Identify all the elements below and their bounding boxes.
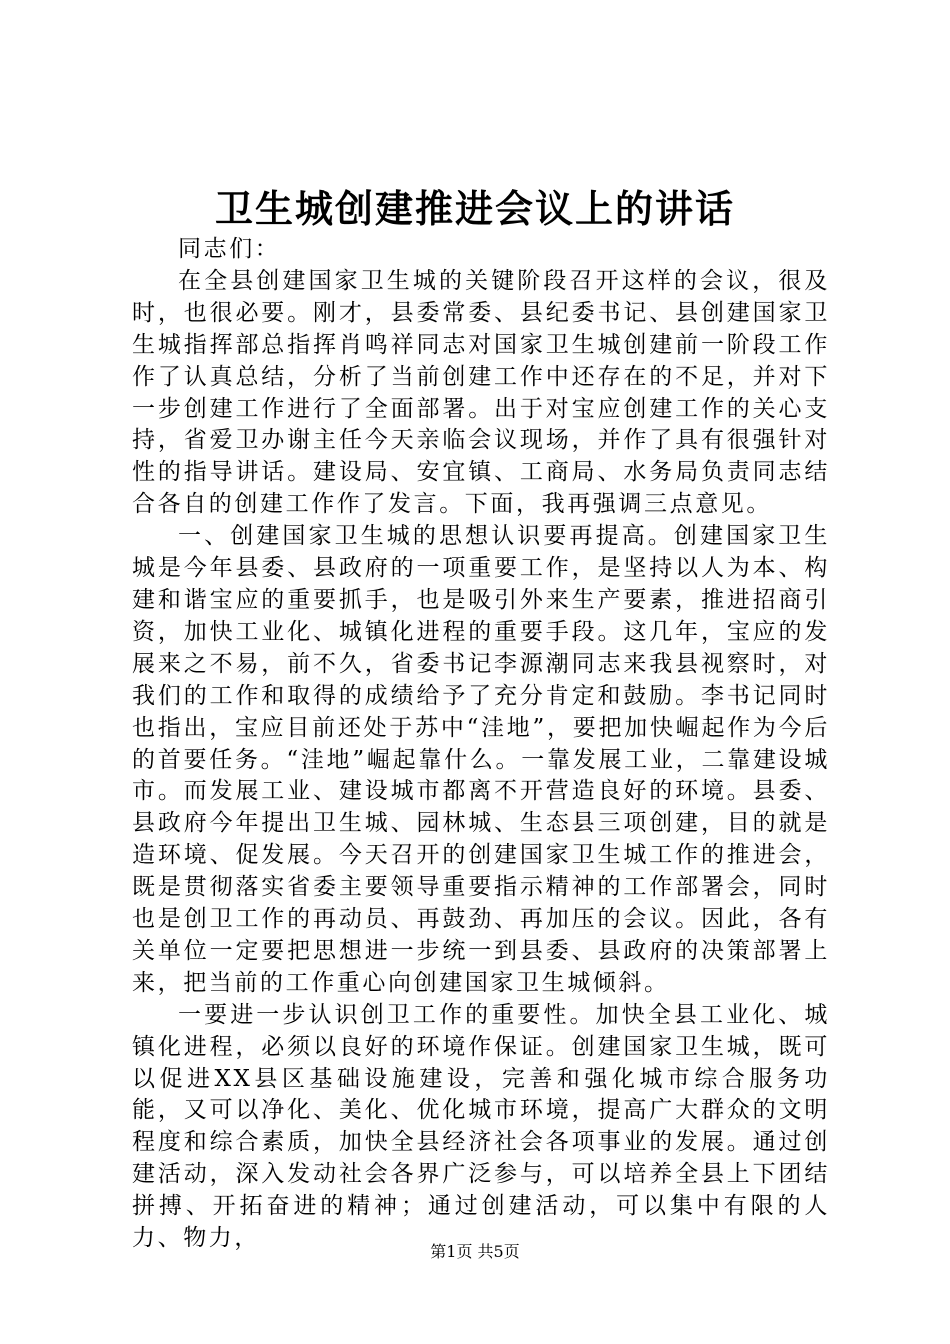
paragraph: 一要进一步认识创卫工作的重要性。加快全县工业化、城镇化进程，必须以良好的环境作保证。创建国家卫生城，既可以促进XX县区基础设施建设，完善和强化城市综合服务功能，又可以净化、美化、优化城市环境，提高广大群众的文明程度和综合素质，加快全县经济社会各项事业的发展。通过创建活动，深入发动社会各界广泛参与，可以培养全县上下团结拼搏、开拓奋进的精神；通过创建活动，可以集中有限的人力、物力， (132, 1001, 830, 1252)
document-title: 卫生城创建推进会议上的讲话 (214, 186, 735, 231)
page-number-footer: 第1页 共5页 (430, 1242, 520, 1261)
paragraph: 在全县创建国家卫生城的关键阶段召开这样的会议，很及时，也很必要。刚才，县委常委、县纪委书记、县创建国家卫生城指挥部总指挥肖鸣祥同志对国家卫生城创建前一阶段工作作了认真总结，分析了当前创建工作中还存在的不足，并对下一步创建工作进行了全面部署。出于对宝应创建工作的关心支持，省爱卫办谢主任今天亲临会议现场，并作了具有很强针对性的指导讲话。建设局、安宜镇、工商局、水务局负责同志结合各自的创建工作作了发言。下面，我再强调三点意见。 (132, 267, 830, 518)
salutation: 同志们： (178, 236, 281, 262)
paragraph: 一、创建国家卫生城的思想认识要再提高。创建国家卫生城是今年县委、县政府的一项重要工作，是坚持以人为本、构建和谐宝应的重要抓手，也是吸引外来生产要素，推进招商引资，加快工业化、城镇化进程的重要手段。这几年，宝应的发展来之不易，前不久，省委书记李源潮同志来我县视察时，对我们的工作和取得的成绩给予了充分肯定和鼓励。李书记同时也指出，宝应目前还处于苏中“洼地”，要把加快崛起作为今后的首要任务。“洼地”崛起靠什么。一靠发展工业，二靠建设城市。而发展工业、建设城市都离不开营造良好的环境。县委、县政府今年提出卫生城、园林城、生态县三项创建，目的就是造环境、促发展。今天召开的创建国家卫生城工作的推进会，既是贯彻落实省委主要领导重要指示精神的工作部署会，同时也是创卫工作的再动员、再鼓劲、再加压的会议。因此，各有关单位一定要把思想进一步统一到县委、县政府的决策部署上来，把当前的工作重心向创建国家卫生城倾斜。 (132, 523, 830, 996)
document-body (132, 234, 830, 1255)
